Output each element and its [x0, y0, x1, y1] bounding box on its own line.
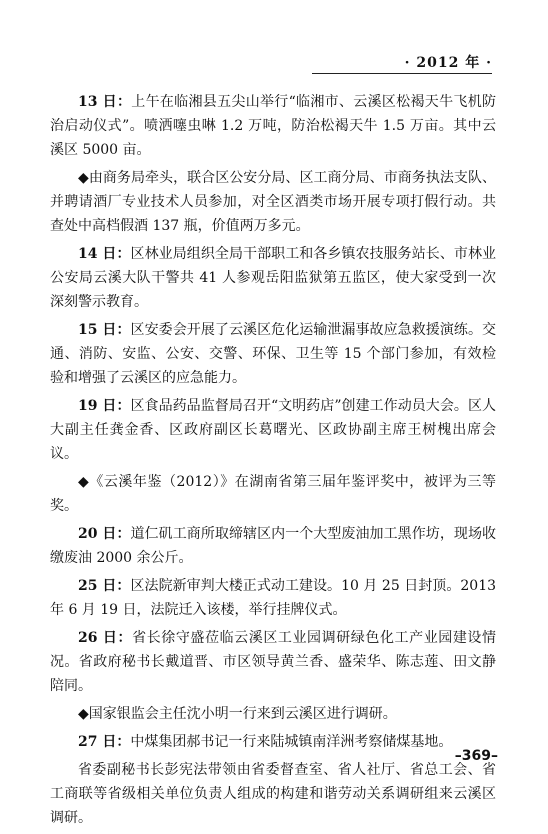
entry-19-pharmacy [50, 394, 496, 466]
entry-26-governor-visit [50, 626, 496, 698]
entry-text: 区安委会开展了云溪区危化运输泄漏事故应急救援演练。交通、消防、安监、公安、交警、环保、卫生等 15 个部门参加，有效检验和增强了云溪区的应急能力。 [50, 322, 497, 386]
entry-liquor-crackdown [50, 166, 496, 238]
entry-25-court-building [50, 574, 496, 622]
entry-20-waste-oil [50, 522, 496, 570]
entry-text: 由商务局牵头，联合区公安分局、区工商分局、市商务执法支队、并聘请酒厂专业技术人员参加，对全区酒类市场开展专项打假行动。共查处中高档假酒 137 瓶，价值两万多元。 [50, 170, 496, 234]
bullet-diamond-icon: ◆ [78, 170, 89, 186]
header-year-label: · 2012 年 · [404, 55, 492, 71]
entry-date: 27 日： [78, 734, 131, 750]
header-rule [312, 73, 492, 74]
entry-text: 上午在临湘县五尖山举行“临湘市、云溪区松褐天牛飞机防治启动仪式”。喷洒噻虫啉 1.2 万吨，防治松褐天牛 1.5 万亩。其中云溪区 5000 亩。 [50, 94, 496, 158]
entry-27-coal-group [50, 730, 496, 754]
entry-13-pesticide [50, 90, 496, 162]
entry-date: 25 日： [78, 578, 131, 594]
entry-text: 省委副秘书长彭宪法带领由省委督查室、省人社厅、省总工会、省工商联等省级相关单位负责人组成的构建和谐劳动关系调研组来云溪区调研。 [50, 762, 496, 826]
entry-text: 国家银监会主任沈小明一行来到云溪区进行调研。 [88, 706, 397, 722]
entry-date: 19 日： [78, 398, 131, 414]
entry-text: 中煤集团郝书记一行来陆城镇南洋洲考察储煤基地。 [130, 734, 453, 750]
running-header [312, 40, 492, 74]
bullet-diamond-icon: ◆ [78, 706, 89, 722]
entry-date: 15 日： [78, 322, 131, 338]
entry-date: 14 日： [78, 246, 131, 262]
page-body [50, 90, 496, 834]
entry-15-safety-drill [50, 318, 496, 390]
entry-text: 《云溪年鉴（2012）》在湖南省第三届年鉴评奖中，被评为三等奖。 [50, 474, 496, 514]
entry-14-forestry [50, 242, 496, 314]
entry-banking-regulator [50, 702, 496, 726]
entry-date: 13 日： [78, 94, 132, 110]
bullet-diamond-icon: ◆ [78, 474, 90, 490]
entry-text: 道仁矶工商所取缔辖区内一个大型废油加工黑作坊，现场收缴废油 2000 余公斤。 [50, 526, 497, 566]
page-number: –369– [454, 748, 498, 764]
entry-date: 26 日： [78, 630, 133, 646]
entry-text: 区法院新审判大楼正式动工建设。10 月 25 日封顶。2013 年 6 月 19 日，法院迁入该楼，举行挂牌仪式。 [50, 578, 497, 618]
entry-text: 区食品药品监督局召开“文明药店”创建工作动员大会。区人大副主任龚金香、区政府副区长葛曙光、区政协副主席王树槐出席会议。 [50, 398, 496, 462]
entry-text: 区林业局组织全局干部职工和各乡镇农技服务站长、市林业公安局云溪大队干警共 41 人参观岳阳监狱第五监区，使大家受到一次深刻警示教育。 [50, 246, 497, 310]
entry-yearbook-award [50, 470, 496, 518]
entry-date: 20 日： [78, 526, 131, 542]
entry-text: 省长徐守盛莅临云溪区工业园调研绿色化工产业园建设情况。省政府秘书长戴道晋、市区领导黄兰香、盛荣华、陈志莲、田文静陪同。 [50, 630, 497, 694]
entry-labor-relations [50, 758, 496, 830]
